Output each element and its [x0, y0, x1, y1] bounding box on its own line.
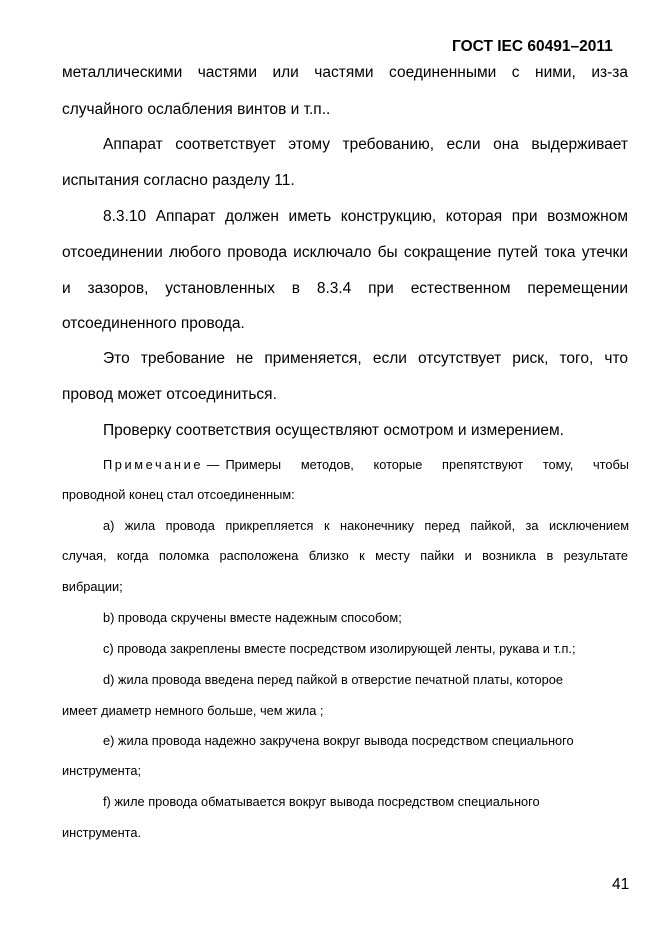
note-dash: — [206, 457, 220, 472]
note-line: проводной конец стал отсоединенным: [62, 487, 295, 502]
note-item-e: инструмента; [62, 763, 142, 778]
paragraph-line: 8.3.10 Аппарат должен иметь конструкцию, которая при возможном [103, 208, 628, 225]
paragraph-line: Это требование не применяется, если отсутствует риск, того, что [103, 350, 628, 367]
note-item-a: случая, когда поломка расположена близко к месту пайки и возникла в результате [62, 548, 628, 563]
note-label-group [103, 457, 219, 472]
note-label: Примечание [103, 457, 204, 472]
paragraph-line: металлическими частями или частями соединенными с ними, из-за [62, 64, 628, 81]
paragraph-line: испытания согласно разделу 11. [62, 172, 295, 189]
note-item-d: имеет диаметр немного больше, чем жила ; [62, 703, 324, 718]
paragraph-line: отсоединении любого провода исключало бы сокращение путей тока утечки [62, 244, 628, 261]
note-item-e: e) жила провода надежно закручена вокруг вывода посредством специального [103, 733, 574, 748]
paragraph-line: Аппарат соответствует этому требованию, если она выдерживает [103, 136, 628, 153]
note-line [103, 457, 629, 472]
note-item-a: вибрации; [62, 579, 123, 594]
paragraph-line: отсоединенного провода. [62, 315, 245, 332]
paragraph-line: провод может отсоединиться. [62, 386, 277, 403]
document-header: ГОСТ IEC 60491–2011 [452, 38, 613, 55]
note-item-b: b) провода скручены вместе надежным способом; [103, 610, 402, 625]
paragraph-line: Проверку соответствия осуществляют осмотром и измерением. [103, 422, 564, 439]
note-item-f: инструмента. [62, 825, 142, 840]
page-number: 41 [612, 876, 630, 893]
paragraph-line: случайного ослабления винтов и т.п.. [62, 101, 331, 118]
paragraph-line: и зазоров, установленных в 8.3.4 при естественном перемещении [62, 280, 628, 297]
note-item-d: d) жила провода введена перед пайкой в отверстие печатной платы, которое [103, 672, 564, 687]
note-text: Примеры методов, которые препятствуют тому, чтобы [225, 457, 629, 472]
note-item-f: f) жиле провода обматывается вокруг вывода посредством специального [103, 794, 540, 809]
note-item-a: а) жила провода прикрепляется к наконечнику перед пайкой, за исключением [103, 518, 629, 533]
note-item-c: с) провода закреплены вместе посредством изолирующей ленты, рукава и т.п.; [103, 641, 576, 656]
